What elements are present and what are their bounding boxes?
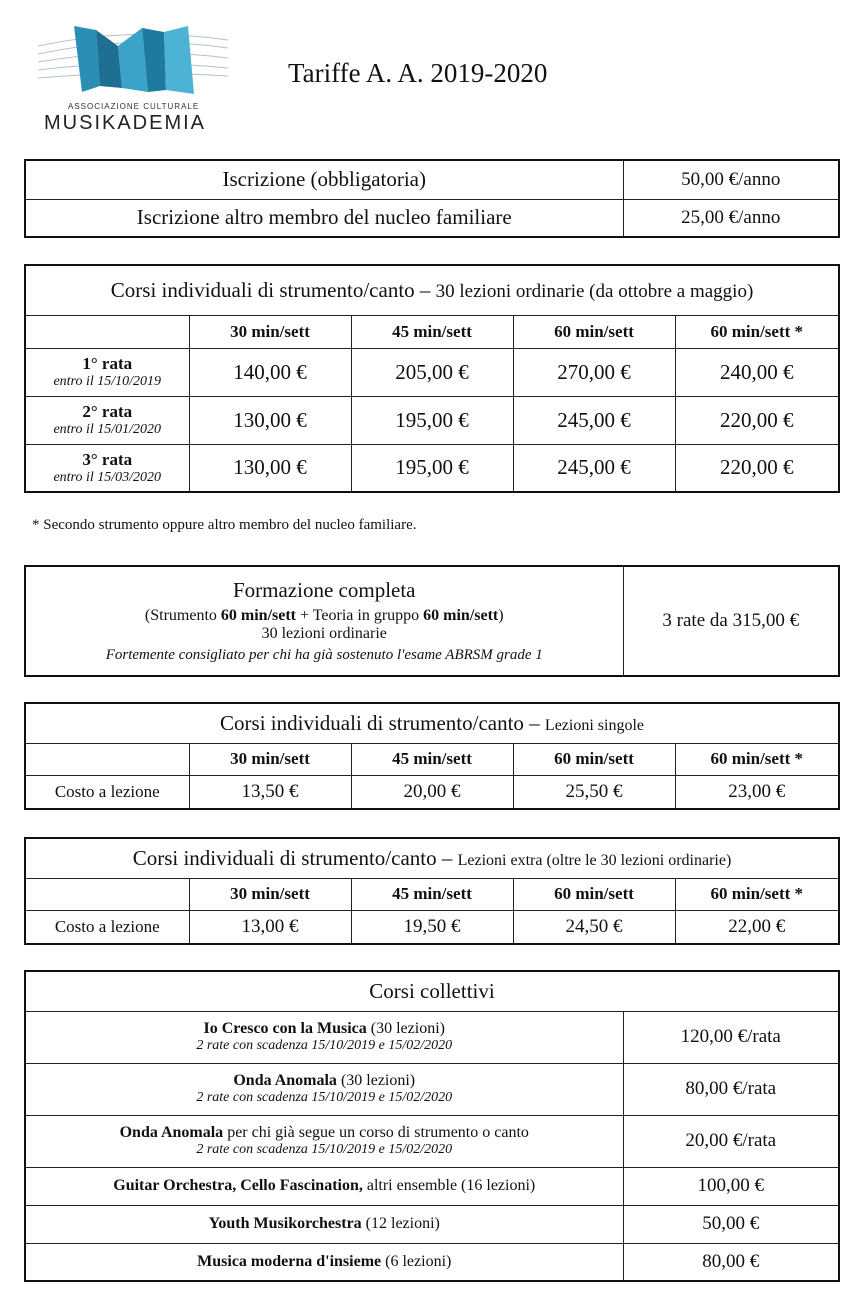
empty-header-cell (25, 743, 189, 775)
iscrizione-table (24, 159, 840, 238)
column-header: 60 min/sett * (675, 743, 839, 775)
course-cell (25, 1063, 623, 1115)
table-title-sub: Lezioni singole (544, 716, 645, 734)
price-cell: 24,50 € (513, 910, 675, 944)
table-header-row (25, 838, 839, 878)
course-cell (25, 1167, 623, 1205)
footnote: * Secondo strumento oppure altro membro del nucleo familiare. (32, 517, 417, 533)
course-name: Musica moderna d'insieme (197, 1252, 382, 1270)
empty-header-cell (25, 878, 189, 910)
rata-label: 2° rata (82, 402, 133, 421)
text-part: ) (498, 607, 504, 624)
course-price: 80,00 €/rata (623, 1063, 839, 1115)
rata-label: 3° rata (82, 449, 133, 469)
table-row (25, 566, 839, 676)
table-title (25, 838, 839, 878)
price-cell: 130,00 € (189, 396, 351, 444)
column-header: 45 min/sett (351, 878, 513, 910)
course-deadline: 2 rate con scadenza 15/10/2019 e 15/02/2020 (196, 1142, 453, 1157)
formazione-title: Formazione completa (232, 578, 416, 602)
table-header-row (25, 265, 839, 315)
text-bold: 60 min/sett (220, 607, 297, 624)
column-header: 60 min/sett (513, 878, 675, 910)
course-cell (25, 1115, 623, 1167)
course-cell (25, 1205, 623, 1243)
column-header: 45 min/sett (351, 743, 513, 775)
course-detail: per chi già segue un corso di strumento o canto (223, 1124, 529, 1141)
text-part: (Strumento (144, 607, 221, 624)
column-header: 60 min/sett * (675, 315, 839, 348)
price-cell: 23,00 € (675, 775, 839, 809)
title-dash: – (414, 277, 436, 302)
price-cell: 240,00 € (675, 348, 839, 396)
table-row (25, 160, 839, 199)
table-title: Corsi collettivi (25, 971, 839, 1011)
table-row (25, 444, 839, 492)
price-cell: 13,50 € (189, 775, 351, 809)
table-title-sub: Lezioni extra (oltre le 30 lezioni ordinarie) (457, 851, 732, 869)
formazione-line2: 30 lezioni ordinarie (261, 625, 387, 642)
table-row (25, 396, 839, 444)
iscrizione-label: Iscrizione (obbligatoria) (25, 160, 623, 199)
price-cell: 220,00 € (675, 444, 839, 492)
table-row (25, 1011, 839, 1063)
price-cell: 13,00 € (189, 910, 351, 944)
price-cell: 270,00 € (513, 348, 675, 396)
course-price: 80,00 € (623, 1243, 839, 1281)
column-header: 60 min/sett * (675, 878, 839, 910)
lezioni-extra-table (24, 837, 840, 945)
course-name: Io Cresco con la Musica (203, 1020, 367, 1037)
price-cell: 195,00 € (351, 444, 513, 492)
lezioni-singole-table (24, 702, 840, 810)
text-part: + Teoria in gruppo (296, 607, 424, 624)
table-title (25, 265, 839, 315)
formazione-desc (25, 566, 623, 676)
column-header: 30 min/sett (189, 878, 351, 910)
rata-cell (25, 348, 189, 396)
course-name: Youth Musikorchestra (208, 1215, 362, 1232)
row-label: Costo a lezione (25, 910, 189, 944)
course-deadline: 2 rate con scadenza 15/10/2019 e 15/02/2020 (196, 1038, 453, 1053)
course-detail: (6 lezioni) (381, 1252, 452, 1270)
course-cell (25, 1011, 623, 1063)
column-header: 60 min/sett (513, 743, 675, 775)
table-header-row (25, 703, 839, 743)
course-name: Guitar Orchestra, Cello Fascination, (113, 1177, 363, 1194)
course-cell (25, 1243, 623, 1281)
column-header: 60 min/sett (513, 315, 675, 348)
price-cell: 22,00 € (675, 910, 839, 944)
price-cell: 130,00 € (189, 444, 351, 492)
logo-name: MUSIKADEMIA (44, 112, 207, 134)
price-cell: 220,00 € (675, 396, 839, 444)
course-detail: (30 lezioni) (366, 1020, 445, 1037)
iscrizione-label: Iscrizione altro membro del nucleo familiare (25, 199, 623, 237)
logo-graphic (38, 16, 228, 106)
table-header-row (25, 971, 839, 1011)
course-price: 100,00 € (623, 1167, 839, 1205)
rata-due: entro il 15/03/2020 (53, 469, 162, 485)
text-bold: 60 min/sett (423, 607, 499, 624)
iscrizione-price: 50,00 €/anno (623, 160, 839, 199)
table-row (25, 1205, 839, 1243)
iscrizione-price: 25,00 €/anno (623, 199, 839, 237)
course-detail: (12 lezioni) (361, 1215, 440, 1232)
course-price: 20,00 €/rata (623, 1115, 839, 1167)
column-header: 45 min/sett (351, 315, 513, 348)
formazione-line1 (26, 607, 623, 625)
table-title-main: Corsi individuali di strumento/canto (132, 845, 437, 870)
table-title-main: Corsi individuali di strumento/canto (110, 277, 415, 302)
formazione-price: 3 rate da 315,00 € (623, 566, 839, 676)
page-title: Tariffe A. A. 2019-2020 (288, 58, 548, 88)
table-row (25, 199, 839, 237)
table-row (25, 910, 839, 944)
rata-cell (25, 444, 189, 492)
price-cell: 20,00 € (351, 775, 513, 809)
table-row (25, 1063, 839, 1115)
column-header: 30 min/sett (189, 315, 351, 348)
course-price: 50,00 € (623, 1205, 839, 1243)
rata-label: 1° rata (82, 354, 133, 373)
musikademia-logo (38, 16, 228, 134)
table-row (25, 1243, 839, 1281)
course-name: Onda Anomala (119, 1124, 224, 1141)
course-detail: altri ensemble (16 lezioni) (362, 1177, 536, 1194)
table-row (25, 1115, 839, 1167)
title-dash: – (436, 845, 458, 870)
course-name: Onda Anomala (233, 1072, 337, 1089)
column-header-row (25, 315, 839, 348)
price-cell: 245,00 € (513, 444, 675, 492)
table-row (25, 348, 839, 396)
formazione-line3: Fortemente consigliato per chi ha già sostenuto l'esame ABRSM grade 1 (105, 647, 543, 663)
table-title-main: Corsi individuali di strumento/canto (220, 710, 524, 735)
corsi-individuali-table (24, 264, 840, 493)
price-cell: 205,00 € (351, 348, 513, 396)
price-cell: 245,00 € (513, 396, 675, 444)
rata-due: entro il 15/10/2019 (53, 374, 162, 389)
price-cell: 195,00 € (351, 396, 513, 444)
table-title-sub: 30 lezioni ordinarie (da ottobre a maggio) (435, 280, 754, 302)
table-title (25, 703, 839, 743)
corsi-collettivi-table (24, 970, 840, 1282)
price-cell: 19,50 € (351, 910, 513, 944)
logo-subtitle: ASSOCIAZIONE CULTURALE (68, 102, 200, 111)
column-header-row (25, 743, 839, 775)
table-row (25, 775, 839, 809)
column-header: 30 min/sett (189, 743, 351, 775)
price-cell: 140,00 € (189, 348, 351, 396)
formazione-table (24, 565, 840, 677)
rata-cell (25, 396, 189, 444)
rata-due: entro il 15/01/2020 (53, 422, 162, 437)
course-deadline: 2 rate con scadenza 15/10/2019 e 15/02/2020 (196, 1090, 453, 1105)
price-cell: 25,50 € (513, 775, 675, 809)
title-dash: – (523, 710, 545, 735)
table-row (25, 1167, 839, 1205)
empty-header-cell (25, 315, 189, 348)
course-detail: (30 lezioni) (336, 1072, 416, 1089)
column-header-row (25, 878, 839, 910)
row-label: Costo a lezione (25, 775, 189, 809)
course-price: 120,00 €/rata (623, 1011, 839, 1063)
